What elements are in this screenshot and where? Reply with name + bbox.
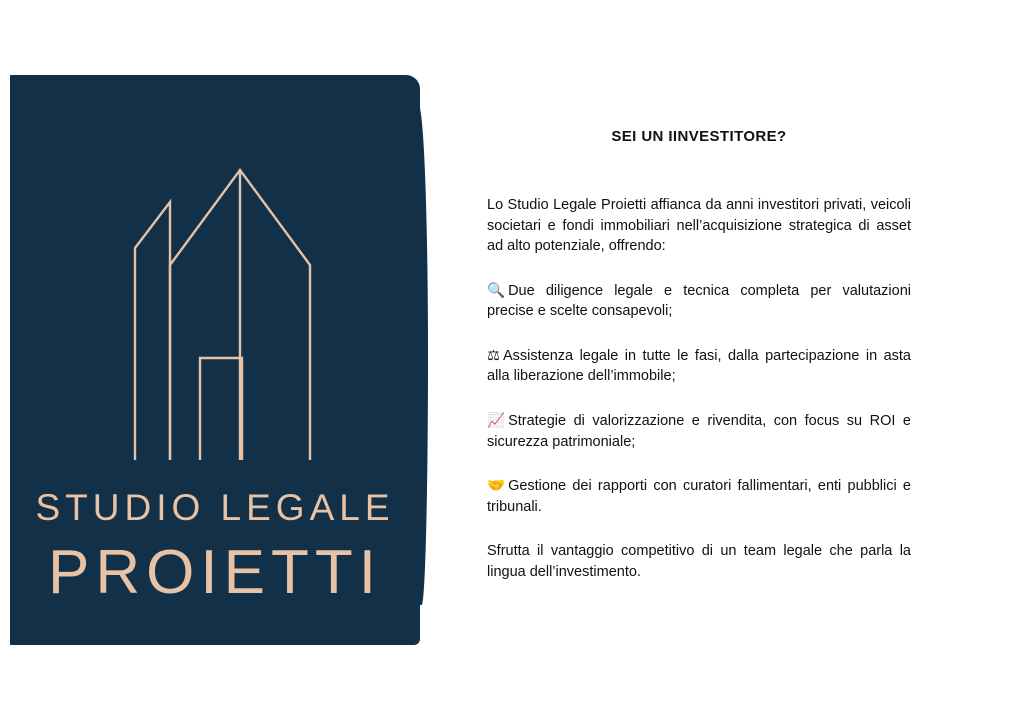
chart-increasing-icon: 📈 (487, 413, 506, 430)
logo-line-2: PROIETTI (48, 538, 382, 607)
courthouse-icon: ⚖ (487, 347, 500, 364)
bullet-item-1 (487, 281, 911, 322)
content-column (487, 128, 911, 583)
bullet-text-1: Due diligence legale e tecnica completa per valutazioni precise e scelte consapevoli; (487, 282, 911, 320)
intro-paragraph: Lo Studio Legale Proietti affianca da anni investitori privati, veicoli societari e fondi immobiliari nell’acquisizione strategica di asset ad alto potenziale, offrendo: (487, 197, 911, 255)
closing-paragraph: Sfrutta il vantaggio competitivo di un team legale che parla la lingua dell’investimento. (487, 543, 911, 580)
bullet-text-2: Assistenza legale in tutte le fasi, dalla partecipazione in asta alla liberazione dell’immobile; (487, 347, 911, 385)
handshake-icon: 🤝 (487, 478, 506, 495)
logo-line-1: STUDIO LEGALE (35, 487, 395, 528)
page-title: SEI UN IINVESTITORE? (611, 128, 787, 145)
magnifier-icon: 🔍 (487, 282, 506, 299)
logo-panel (10, 75, 420, 645)
house-outline-icon (90, 130, 340, 460)
bullet-text-3: Strategie di valorizzazione e rivendita, con focus su ROI e sicurezza patrimoniale; (487, 413, 911, 450)
bullet-text-4: Gestione dei rapporti con curatori fallimentari, enti pubblici e tribunali. (487, 478, 911, 515)
bullet-item-2 (487, 346, 911, 387)
bullet-item-3 (487, 411, 911, 452)
bullet-item-4 (487, 476, 911, 517)
